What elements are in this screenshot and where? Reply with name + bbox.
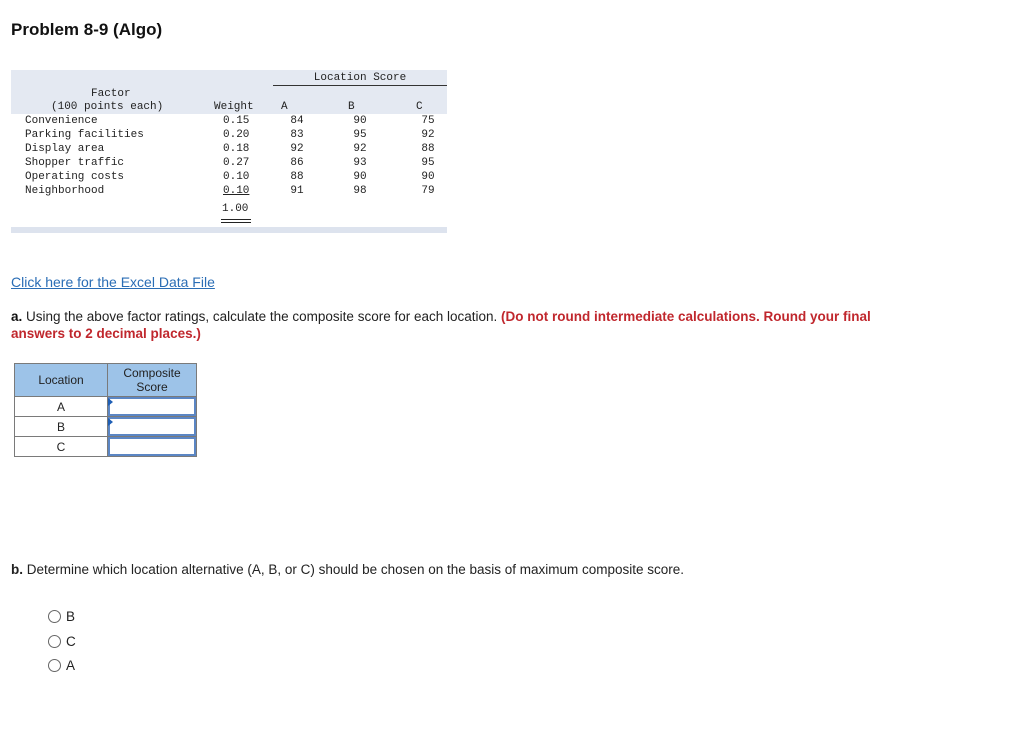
score-b: 93 <box>353 157 367 169</box>
table-row <box>15 417 197 437</box>
score-c: 79 <box>421 185 435 197</box>
score-c: 75 <box>421 115 435 127</box>
factor-weight: 0.20 <box>223 129 250 141</box>
score-b: 92 <box>353 143 367 155</box>
table-row <box>15 437 197 457</box>
excel-data-file-link[interactable]: Click here for the Excel Data File <box>11 274 215 290</box>
composite-score-table <box>14 363 197 457</box>
composite-score-input-c[interactable] <box>108 437 196 456</box>
table-row <box>15 397 197 417</box>
score-c: 95 <box>421 157 435 169</box>
score-b: 95 <box>353 129 367 141</box>
score-c: 92 <box>421 129 435 141</box>
composite-score-column-header: Composite Score <box>108 364 197 397</box>
location-column-header: Location <box>15 364 108 397</box>
input-marker-icon <box>108 398 113 406</box>
option-label: A <box>66 658 76 673</box>
col-c-header: C <box>416 101 423 113</box>
composite-score-cell <box>108 437 197 457</box>
factor-weight: 0.27 <box>223 157 250 169</box>
score-a: 92 <box>290 143 304 155</box>
composite-score-cell <box>108 417 197 437</box>
question-b <box>11 562 684 577</box>
factor-weight: 0.15 <box>223 115 250 127</box>
option-b[interactable] <box>48 609 75 624</box>
radio-button[interactable] <box>48 610 61 623</box>
location-score-header: Location Score <box>273 72 447 86</box>
composite-score-cell <box>108 397 197 417</box>
location-label: A <box>15 397 108 417</box>
factor-weight: 0.10 <box>223 171 250 183</box>
option-label: B <box>66 609 76 624</box>
location-label: C <box>15 437 108 457</box>
location-label: B <box>15 417 108 437</box>
factor-name: Display area <box>25 143 105 155</box>
factor-rating-table <box>11 70 447 234</box>
factor-points-header: (100 points each) <box>51 101 164 113</box>
factor-name: Neighborhood <box>25 185 105 197</box>
factor-name: Operating costs <box>25 171 125 183</box>
option-a[interactable] <box>48 658 75 673</box>
score-a: 86 <box>290 157 304 169</box>
factor-header: Factor <box>91 88 131 100</box>
score-b: 98 <box>353 185 367 197</box>
option-label: C <box>66 634 76 649</box>
col-a-header: A <box>281 101 288 113</box>
score-c: 90 <box>421 171 435 183</box>
score-a: 88 <box>290 171 304 183</box>
composite-score-input-b[interactable] <box>108 417 196 436</box>
question-a-text: Using the above factor ratings, calculate the composite score for each location. <box>22 309 502 324</box>
double-underline <box>221 222 251 223</box>
rounding-instruction: (Do not round intermediate calculations. Round your final answers to 2 decimal places.) <box>11 309 871 341</box>
weight-header: Weight <box>214 101 254 113</box>
question-a-label: a. <box>11 309 23 324</box>
radio-button[interactable] <box>48 635 61 648</box>
weight-total: 1.00 <box>222 203 249 215</box>
score-b: 90 <box>353 171 367 183</box>
factor-weight: 0.18 <box>223 143 250 155</box>
input-marker-icon <box>108 418 113 426</box>
score-a: 84 <box>290 115 304 127</box>
col-b-header: B <box>348 101 355 113</box>
double-underline <box>221 219 251 220</box>
table-bottom-band <box>11 227 447 233</box>
factor-name: Shopper traffic <box>25 157 125 169</box>
score-a: 91 <box>290 185 304 197</box>
question-b-text: Determine which location alternative (A, B, or C) should be chosen on the basis of maximum composite score. <box>23 562 685 577</box>
score-b: 90 <box>353 115 367 127</box>
composite-score-input-a[interactable] <box>108 397 196 416</box>
score-c: 88 <box>421 143 435 155</box>
option-c[interactable] <box>48 634 76 649</box>
radio-button[interactable] <box>48 659 61 672</box>
factor-name: Parking facilities <box>25 129 144 141</box>
question-b-label: b. <box>11 562 23 577</box>
factor-weight: 0.10 <box>223 185 250 197</box>
question-a <box>11 308 891 342</box>
score-a: 83 <box>290 129 304 141</box>
problem-title: Problem 8-9 (Algo) <box>11 20 163 39</box>
factor-name: Convenience <box>25 115 98 127</box>
